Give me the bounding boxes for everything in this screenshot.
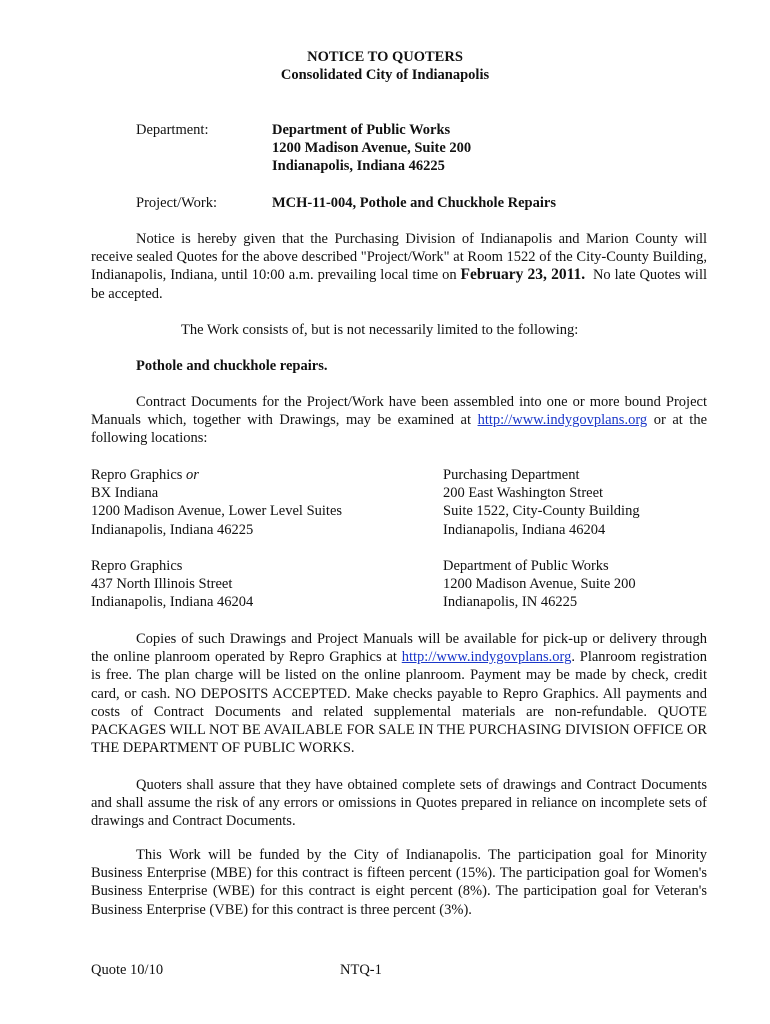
planroom-link[interactable]: http://www.indygovplans.org bbox=[477, 412, 648, 429]
copies-paragraph bbox=[91, 630, 707, 757]
notice-date: February 23, 2011. bbox=[460, 266, 586, 284]
project-label: Project/Work: bbox=[136, 195, 217, 211]
document-title: NOTICE TO QUOTERS bbox=[307, 49, 463, 65]
location-repro-illinois bbox=[91, 557, 253, 612]
planroom-link-2[interactable]: http://www.indygovplans.org bbox=[401, 649, 572, 666]
department-street: 1200 Madison Avenue, Suite 200 bbox=[272, 140, 472, 156]
location-line: 1200 Madison Avenue, Suite 200 bbox=[443, 576, 636, 593]
scope-intro: The Work consists of, but is not necessarily limited to the following: bbox=[181, 322, 579, 338]
contract-docs-paragraph bbox=[91, 393, 707, 448]
location-line: Indianapolis, IN 46225 bbox=[443, 594, 578, 611]
notice-paragraph bbox=[91, 230, 707, 303]
contract-docs-tail: or at the following locations: bbox=[91, 412, 708, 447]
location-line: 437 North Illinois Street bbox=[91, 576, 233, 593]
location-line: BX Indiana bbox=[91, 485, 159, 502]
footer-page-number: NTQ-1 bbox=[340, 962, 382, 978]
contract-docs-text: Contract Documents for the Project/Work have been assembled into one or more bound Project Manuals which, together with Drawings, may be examined at bbox=[91, 394, 707, 429]
notice-tail: No late Quotes will be accepted. bbox=[91, 267, 707, 302]
location-dpw bbox=[443, 557, 636, 612]
location-line: Department of Public Works bbox=[443, 558, 609, 574]
footer-version: Quote 10/10 bbox=[91, 962, 164, 978]
copies-text: Copies of such Drawings and Project Manuals will be available for pick-up or delivery through the online planroom operated by Repro Graphics at bbox=[91, 631, 707, 666]
location-line: Suite 1522, City-County Building bbox=[443, 503, 640, 520]
department-label: Department: bbox=[136, 122, 209, 138]
location-purchasing bbox=[443, 466, 640, 539]
project-value: MCH-11-004, Pothole and Chuckhole Repairs bbox=[272, 195, 556, 211]
department-name: Department of Public Works bbox=[272, 122, 451, 138]
location-line: Indianapolis, Indiana 46204 bbox=[443, 521, 606, 538]
location-line: Repro Graphics bbox=[91, 558, 183, 574]
location-line: 200 East Washington Street bbox=[443, 485, 604, 502]
document-subtitle: Consolidated City of Indianapolis bbox=[280, 67, 490, 83]
scope-item: Pothole and chuckhole repairs. bbox=[136, 358, 328, 374]
location-line: Indianapolis, Indiana 46225 bbox=[91, 521, 254, 538]
location-line: Purchasing Department bbox=[443, 467, 580, 483]
location-or: or bbox=[186, 467, 199, 483]
location-name: Repro Graphics bbox=[91, 467, 183, 483]
copies-tail: . Planroom registration is free. The plan charge will be listed on the online planroom. Payment may be made by check, credit card, or cash. NO DEPOSITS ACCEPTED. Make checks payable to Repro Graphics. All payments and costs of Contract Documents and related supplemental materials are non-refundable. QUOTE PACKAGES WILL NOT BE AVAILABLE FOR SALE IN THE PURCHASING DIVISION OFFICE OR THE DEPARTMENT OF PUBLIC WORKS. bbox=[91, 649, 708, 757]
notice-text: Notice is hereby given that the Purchasing Division of Indianapolis and Marion County will receive sealed Quotes for the above described "Project/Work" at Room 1522 of the City-County Building, Indianapolis, Indiana, until 10:00 a.m. prevailing local time on bbox=[91, 231, 707, 284]
location-line: Indianapolis, Indiana 46204 bbox=[91, 594, 254, 611]
quoters-paragraph: Quoters shall assure that they have obtained complete sets of drawings and Contract Documents and shall assume the risk of any errors or omissions in Quotes prepared in reliance on incomplete sets of drawings and Contract Documents. bbox=[91, 777, 707, 830]
location-repro-bx bbox=[91, 466, 342, 539]
department-city: Indianapolis, Indiana 46225 bbox=[272, 158, 445, 174]
location-line: 1200 Madison Avenue, Lower Level Suites bbox=[91, 503, 343, 520]
funding-paragraph: This Work will be funded by the City of Indianapolis. The participation goal for Minority Business Enterprise (MBE) for this contract is fifteen percent (15%). The participation goal for Women's Business Enterprise (WBE) for this contract is eight percent (8%). The participation goal for Veteran's Business Enterprise (VBE) for this contract is three percent (3%). bbox=[91, 847, 707, 918]
